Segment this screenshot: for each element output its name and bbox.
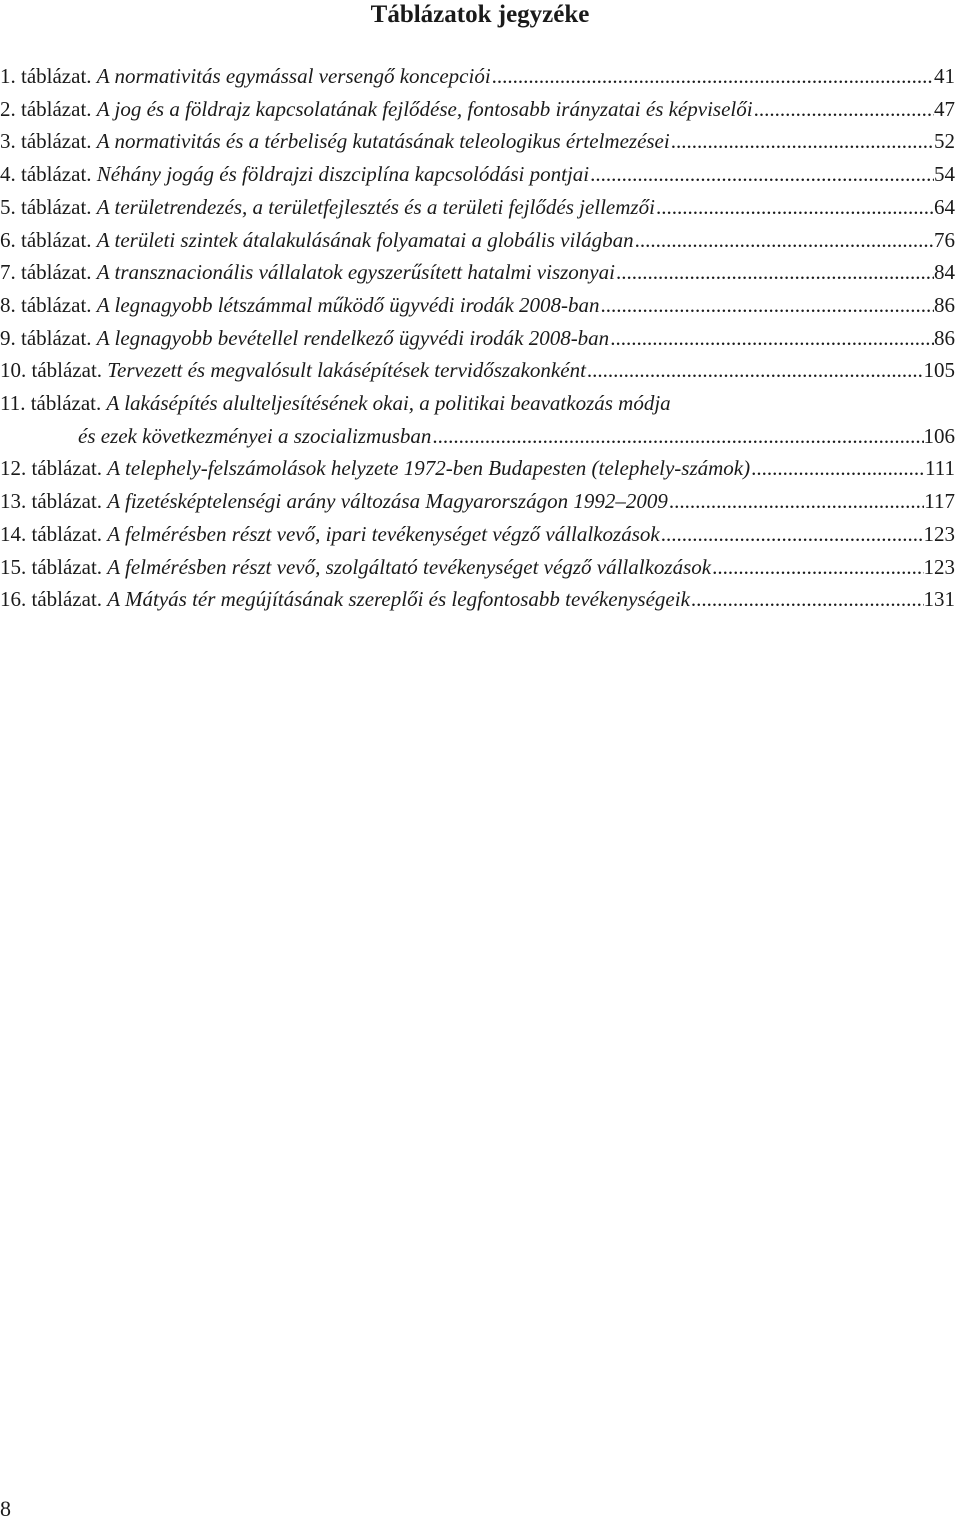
entry-title: A telephely-felszámolások helyzete 1972-ben Budapesten (telephely-számok) [107, 456, 751, 481]
entry-title: A lakásépítés alulteljesítésének okai, a politikai beavatkozás módja [106, 391, 671, 416]
dot-leader [690, 583, 924, 616]
entry-title: A transznacionális vállalatok egyszerűsített hatalmi viszonyai [96, 260, 615, 285]
entry-title: A normativitás és a térbeliség kutatásának teleologikus értelmezései [96, 129, 670, 154]
dot-leader [589, 158, 934, 191]
entry-number: 5. táblázat. [0, 194, 92, 219]
entry-title: A legnagyobb létszámmal működő ügyvédi irodák 2008-ban [96, 292, 600, 317]
entry-title-continued: és ezek következményei a szocializmusban [78, 423, 432, 448]
toc-entry-4[interactable] [0, 158, 955, 191]
table-of-contents [0, 60, 955, 616]
toc-entry-13[interactable] [0, 485, 955, 518]
toc-entry-8[interactable] [0, 289, 955, 322]
dot-leader [431, 420, 923, 453]
entry-page: 123 [923, 521, 955, 546]
entry-page: 54 [934, 162, 955, 187]
page-number: 8 [0, 1496, 11, 1521]
entry-number: 11. táblázat. [0, 391, 102, 416]
entry-number: 1. táblázat. [0, 64, 92, 88]
dot-leader [668, 485, 924, 518]
entry-title: A területi szintek átalakulásának folyamatai a globális világban [96, 227, 634, 252]
toc-entry-6[interactable] [0, 224, 955, 257]
entry-title: A fizetésképtelenségi arány változása Magyarországon 1992–2009 [107, 489, 668, 514]
entry-number: 2. táblázat. [0, 96, 92, 121]
toc-entry-15[interactable] [0, 551, 955, 584]
entry-title: A normativitás egymással versengő koncepciói [96, 64, 491, 88]
entry-number: 10. táblázat. [0, 358, 103, 383]
entry-number: 3. táblázat. [0, 129, 92, 154]
toc-entry-10[interactable] [0, 354, 955, 387]
entry-page: 117 [924, 489, 955, 514]
entry-number: 6. táblázat. [0, 227, 92, 252]
toc-entry-14[interactable] [0, 518, 955, 551]
dot-leader [634, 224, 934, 257]
dot-leader [586, 354, 924, 387]
entry-title: Néhány jogág és földrajzi diszciplína kapcsolódási pontjai [96, 162, 590, 187]
entry-page: 47 [934, 96, 955, 121]
entry-number: 9. táblázat. [0, 325, 92, 350]
toc-entry-16[interactable] [0, 583, 955, 616]
entry-page: 131 [923, 587, 955, 612]
dot-leader [600, 289, 934, 322]
dot-leader [655, 191, 934, 224]
toc-entry-3[interactable] [0, 125, 955, 158]
dot-leader [615, 256, 934, 289]
entry-page: 76 [934, 227, 955, 252]
entry-page: 64 [934, 194, 955, 219]
entry-number: 14. táblázat. [0, 521, 103, 546]
entry-number: 16. táblázat. [0, 587, 103, 612]
entry-page: 105 [923, 358, 955, 383]
toc-entry-12[interactable] [0, 452, 955, 485]
dot-leader [750, 452, 925, 485]
dot-leader [753, 93, 934, 126]
toc-entry-9[interactable] [0, 322, 955, 355]
dot-leader [491, 60, 934, 93]
entry-page: 52 [934, 129, 955, 154]
entry-number: 12. táblázat. [0, 456, 103, 481]
toc-entry-7[interactable] [0, 256, 955, 289]
entry-title: A felmérésben részt vevő, ipari tevékenységet végző vállalkozások [107, 521, 660, 546]
entry-title: A Mátyás tér megújításának szereplői és legfontosabb tevékenységeik [107, 587, 690, 612]
entry-page: 106 [923, 423, 955, 448]
entry-number: 7. táblázat. [0, 260, 92, 285]
toc-entry-11[interactable] [0, 387, 955, 452]
toc-entry-1[interactable] [0, 60, 955, 93]
page-title: Táblázatok jegyzéke [370, 1, 590, 28]
entry-page: 86 [934, 292, 955, 317]
entry-title: Tervezett és megvalósult lakásépítések tervidőszakonként [107, 358, 586, 383]
toc-entry-5[interactable] [0, 191, 955, 224]
entry-title: A területrendezés, a területfejlesztés és a területi fejlődés jellemzői [96, 194, 655, 219]
entry-number: 4. táblázat. [0, 162, 92, 187]
entry-page: 41 [934, 64, 955, 88]
entry-number: 8. táblázat. [0, 292, 92, 317]
entry-title: A jog és a földrajz kapcsolatának fejlődése, fontosabb irányzatai és képviselői [96, 96, 753, 121]
entry-number: 13. táblázat. [0, 489, 103, 514]
toc-entry-2[interactable] [0, 93, 955, 126]
entry-page: 123 [923, 554, 955, 579]
entry-number: 15. táblázat. [0, 554, 103, 579]
dot-leader [711, 551, 923, 584]
entry-page: 84 [934, 260, 955, 285]
entry-title: A felmérésben részt vevő, szolgáltató tevékenységet végző vállalkozások [107, 554, 712, 579]
dot-leader [660, 518, 924, 551]
dot-leader [670, 125, 934, 158]
entry-page: 111 [925, 456, 955, 481]
entry-page: 86 [934, 325, 955, 350]
dot-leader [609, 322, 934, 355]
entry-title: A legnagyobb bevétellel rendelkező ügyvédi irodák 2008-ban [96, 325, 610, 350]
